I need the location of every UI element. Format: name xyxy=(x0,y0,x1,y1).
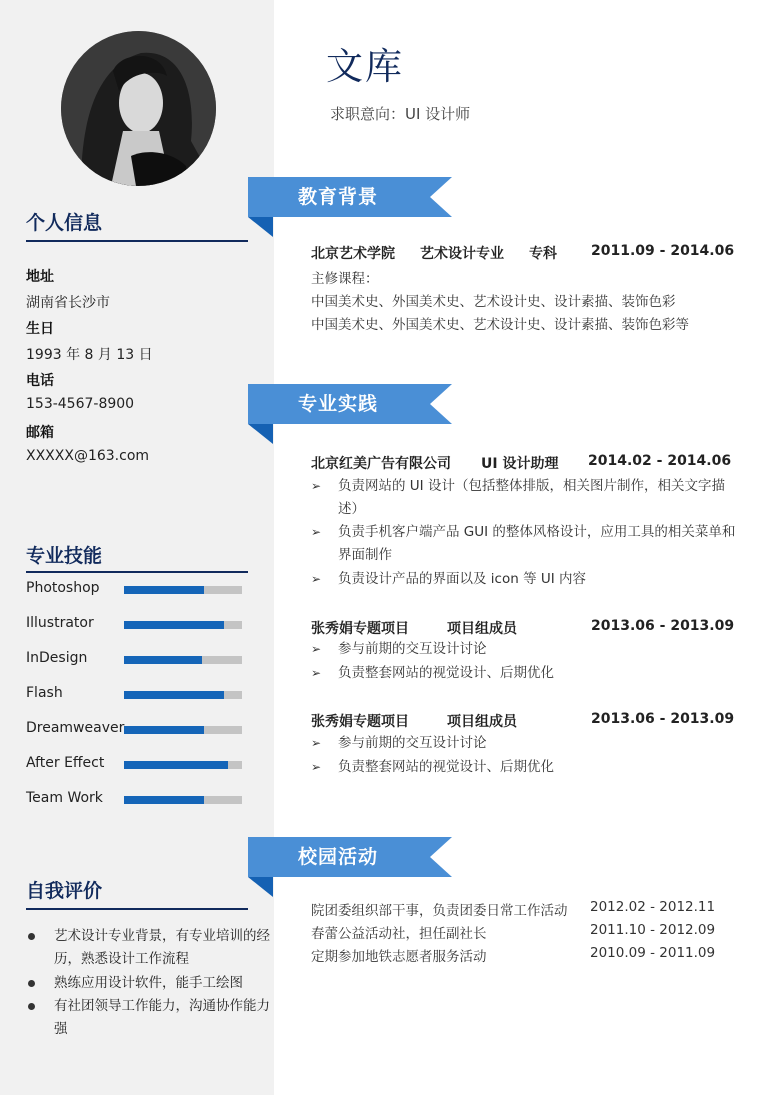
campus-title: 校园活动 xyxy=(297,846,378,868)
skill-level-bar xyxy=(124,586,204,594)
email-value: XXXXX@163.com xyxy=(26,448,150,464)
skill-name: Team Work xyxy=(26,790,103,806)
arrowhead-icon: ➢ xyxy=(311,525,322,539)
skill-track xyxy=(124,726,242,734)
job-duty xyxy=(311,568,741,591)
skill-name: Dreamweaver xyxy=(26,720,125,736)
self-evaluation-divider xyxy=(26,908,248,910)
job-duty-text: 负责网站的 UI 设计（包括整体排版，相关图片制作，相关文字描述） xyxy=(338,478,725,517)
courses-label: 主修课程： xyxy=(311,271,379,287)
education-period: 2011.09 - 2014.06 xyxy=(591,243,735,259)
skill-row xyxy=(26,580,246,600)
birth-value: 1993 年 8 月 13 日 xyxy=(26,347,153,363)
skill-name: After Effect xyxy=(26,755,105,771)
campus-period: 2010.09 - 2011.09 xyxy=(590,945,716,961)
avatar xyxy=(61,31,216,186)
evaluation-text: 熟练应用设计软件，能手工绘图 xyxy=(54,975,243,991)
skills-title: 专业技能 xyxy=(26,545,103,567)
skill-row xyxy=(26,755,246,775)
skill-row xyxy=(26,720,246,740)
evaluation-item xyxy=(26,925,271,971)
practice-title: 专业实践 xyxy=(297,393,378,415)
job-role: 项目组成员 xyxy=(447,714,517,730)
job-duty-text: 负责整套网站的视觉设计、后期优化 xyxy=(338,665,554,681)
arrowhead-icon: ➢ xyxy=(311,572,322,586)
job-period: 2014.02 - 2014.06 xyxy=(588,453,732,469)
campus-activity: 院团委组织部干事，负责团委日常工作活动 xyxy=(311,903,568,919)
skill-track xyxy=(124,796,242,804)
job-duty-text: 参与前期的交互设计讨论 xyxy=(338,641,487,657)
phone-label: 电话 xyxy=(26,373,54,389)
self-evaluation-title: 自我评价 xyxy=(26,880,103,902)
job-duty xyxy=(311,732,741,755)
job-duty xyxy=(311,638,741,661)
arrowhead-icon: ➢ xyxy=(311,642,322,656)
job-company: 张秀娟专题项目 xyxy=(311,621,409,637)
skill-level-bar xyxy=(124,656,202,664)
skill-level-bar xyxy=(124,621,224,629)
job-duty xyxy=(311,662,741,685)
job-period: 2013.06 - 2013.09 xyxy=(591,618,735,634)
skill-row xyxy=(26,685,246,705)
campus-activity: 春蕾公益活动社，担任副社长 xyxy=(311,926,487,942)
skill-name: InDesign xyxy=(26,650,88,666)
arrowhead-icon: ➢ xyxy=(311,736,322,750)
job-company: 张秀娟专题项目 xyxy=(311,714,409,730)
skill-track xyxy=(124,621,242,629)
personal-info-divider xyxy=(26,240,248,242)
evaluation-text: 艺术设计专业背景，有专业培训的经历，熟悉设计工作流程 xyxy=(54,928,270,967)
arrowhead-icon: ➢ xyxy=(311,760,322,774)
email-label: 邮箱 xyxy=(26,425,54,441)
evaluation-item xyxy=(26,972,271,995)
skill-name: Photoshop xyxy=(26,580,100,596)
job-duty-text: 负责手机客户端产品 GUI 的整体风格设计，应用工具的相关菜单和界面制作 xyxy=(338,524,736,563)
campus-period: 2011.10 - 2012.09 xyxy=(590,922,716,938)
skill-row xyxy=(26,615,246,635)
skill-row xyxy=(26,650,246,670)
job-role: 项目组成员 xyxy=(447,621,517,637)
campus-period: 2012.02 - 2012.11 xyxy=(590,899,716,915)
skill-track xyxy=(124,691,242,699)
job-duty xyxy=(311,475,741,521)
phone-value: 153-4567-8900 xyxy=(26,396,135,412)
arrowhead-icon: ➢ xyxy=(311,666,322,680)
skill-track xyxy=(124,586,242,594)
dot-icon xyxy=(28,980,35,987)
skill-track xyxy=(124,761,242,769)
address-value: 湖南省长沙市 xyxy=(26,295,110,311)
job-duty xyxy=(311,521,741,567)
campus-ribbon xyxy=(248,837,452,897)
education-school: 北京艺术学院 xyxy=(311,246,395,262)
education-ribbon xyxy=(248,177,452,237)
job-duty-text: 参与前期的交互设计讨论 xyxy=(338,735,487,751)
education-title: 教育背景 xyxy=(297,186,378,208)
job-period: 2013.06 - 2013.09 xyxy=(591,711,735,727)
evaluation-text: 有社团领导工作能力，沟通协作能力强 xyxy=(54,998,270,1037)
skill-level-bar xyxy=(124,796,204,804)
courses-line: 中国美术史、外国美术史、艺术设计史、设计素描、装饰色彩等 xyxy=(311,317,689,333)
job-company: 北京红美广告有限公司 xyxy=(311,456,451,472)
skill-row xyxy=(26,790,246,810)
dot-icon xyxy=(28,1003,35,1010)
candidate-name: 文库 xyxy=(326,45,404,88)
job-duty-text: 负责整套网站的视觉设计、后期优化 xyxy=(338,759,554,775)
skill-level-bar xyxy=(124,726,204,734)
education-major: 艺术设计专业 xyxy=(420,246,504,262)
job-duty-text: 负责设计产品的界面以及 icon 等 UI 内容 xyxy=(338,571,587,587)
courses-line: 中国美术史、外国美术史、艺术设计史、设计素描、装饰色彩 xyxy=(311,294,676,310)
skill-track xyxy=(124,656,242,664)
education-degree: 专科 xyxy=(529,246,557,262)
address-label: 地址 xyxy=(26,269,54,285)
skill-level-bar xyxy=(124,761,228,769)
evaluation-item xyxy=(26,995,271,1041)
dot-icon xyxy=(28,933,35,940)
skill-name: Illustrator xyxy=(26,615,94,631)
campus-activity: 定期参加地铁志愿者服务活动 xyxy=(311,949,487,965)
practice-ribbon xyxy=(248,384,452,444)
arrowhead-icon: ➢ xyxy=(311,479,322,493)
job-role: UI 设计助理 xyxy=(481,456,559,472)
skills-divider xyxy=(26,571,248,573)
job-intent: 求职意向：UI 设计师 xyxy=(330,105,471,123)
birth-label: 生日 xyxy=(26,321,54,337)
personal-info-title: 个人信息 xyxy=(26,212,103,234)
skill-name: Flash xyxy=(26,685,63,701)
portrait-illustration xyxy=(61,31,216,186)
job-duty xyxy=(311,756,741,779)
skill-level-bar xyxy=(124,691,224,699)
